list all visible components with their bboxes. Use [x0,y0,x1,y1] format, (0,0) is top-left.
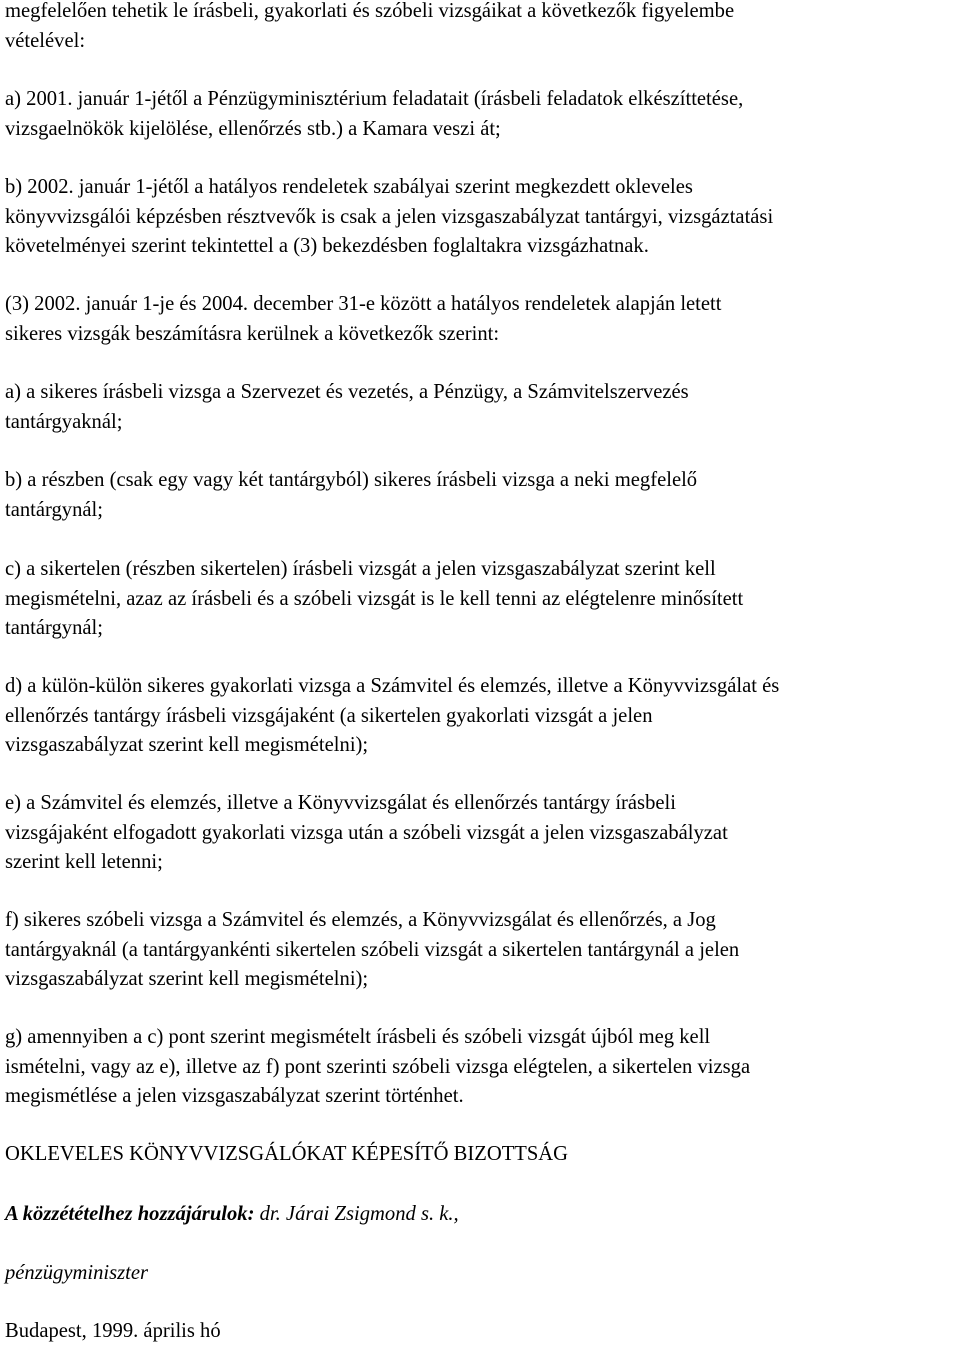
committee-heading: OKLEVELES KÖNYVVIZSGÁLÓKAT KÉPESÍTŐ BIZOTTSÁG [5,1143,569,1165]
item-e-line-3: szerint kell letenni; [5,851,163,873]
item-b-2002-line-3: követelményei szerint tekintettel a (3) bekezdésben foglaltakra vizsgázhatnak. [5,235,649,257]
approval-signatory: dr. Járai Zsigmond s. k., [254,1203,459,1225]
paragraph-item-c [5,555,743,644]
paragraph-item-b-2002 [5,173,773,262]
item-e-line-2: vizsgájaként elfogadott gyakorlati vizsga után a szóbeli vizsgát a jelen vizsgaszabályzat [5,821,728,844]
paragraph-item-b [5,466,697,525]
item-f-line-2: tantárgyaknál (a tantárgyankénti sikertelen szóbeli vizsgát a sikertelen tantárgynál a jelen [5,938,740,961]
paragraph-item-f [5,906,739,995]
item-c-line-1: c) a sikertelen (részben sikertelen) írásbeli vizsgát a jelen vizsgaszabályzat szerint kell [5,558,716,580]
item-g-line-1: g) amennyiben a c) pont szerint megismételt írásbeli és szóbeli vizsgát újból meg kell [5,1026,711,1048]
item-a-2001-line-2: vizsgaelnökök kijelölése, ellenőrzés stb.) a Kamara veszi át; [5,117,501,140]
item-f-line-1: f) sikeres szóbeli vizsga a Számvitel és elemzés, a Könyvvizsgálat és ellenőrzés, a Jog [5,909,716,931]
item-b-2002-line-2: könyvvizsgálói képzésben résztvevők is csak a jelen vizsgaszabályzat tantárgyi, vizsgáztatási [5,205,774,228]
document-date: Budapest, 1999. április hó [5,1320,221,1342]
approval-line [5,1200,459,1230]
item-d-line-1: d) a külön-külön sikeres gyakorlati vizsga a Számvitel és elemzés, illetve a Könyvvizsgálat és [5,675,780,697]
item-b-line-2: tantárgynál; [5,498,103,521]
paragraph-intro [5,0,734,56]
item-a-line-2: tantárgyaknál; [5,410,123,433]
item-d-line-2: ellenőrzés tantárgy írásbeli vizsgájaként (a sikertelen gyakorlati vizsgát a jelen [5,704,653,727]
paragraph-item-a [5,378,689,437]
intro-line-1: megfelelően tehetik le írásbeli, gyakorlati és szóbeli vizsgáikat a következők figyelembe [5,0,735,22]
item-d-line-3: vizsgaszabályzat szerint kell megismételni); [5,734,369,756]
item-g-line-3: megismétlése a jelen vizsgaszabályzat szerint történhet. [5,1085,464,1107]
item-e-line-1: e) a Számvitel és elemzés, illetve a Könyvvizsgálat és ellenőrzés tantárgy írásbeli [5,792,676,814]
paragraph-section-3 [5,290,722,349]
signatory-role: pénzügyminiszter [5,1262,148,1284]
item-a-line-1: a) a sikeres írásbeli vizsga a Szervezet és vezetés, a Pénzügy, a Számvitelszervezés [5,381,689,403]
paragraph-item-d [5,672,779,761]
section-3-line-2: sikeres vizsgák beszámításra kerülnek a következők szerint: [5,322,500,345]
approval-label: A közzétételhez hozzájárulok: [5,1203,255,1225]
item-b-line-1: b) a részben (csak egy vagy két tantárgyból) sikeres írásbeli vizsga a neki megfelelő [5,469,698,491]
item-b-2002-line-1: b) 2002. január 1-jétől a hatályos rendeletek szabályai szerint megkezdett okleveles [5,176,693,198]
item-c-line-2: megismételni, azaz az írásbeli és a szóbeli vizsgát is le kell tenni az elégtelenre minősített [5,587,744,610]
paragraph-item-a-2001 [5,85,743,144]
paragraph-item-e [5,789,728,878]
section-3-line-1: (3) 2002. január 1-je és 2004. december 31-e között a hatályos rendeletek alapján letett [5,293,722,315]
item-c-line-3: tantárgynál; [5,617,103,639]
item-g-line-2: ismételni, vagy az e), illetve az f) pont szerinti szóbeli vizsga elégtelen, a sikertelen vizsga [5,1055,751,1078]
item-f-line-3: vizsgaszabályzat szerint kell megismételni); [5,968,369,990]
intro-line-2: vételével: [5,29,86,52]
paragraph-item-g [5,1023,750,1112]
item-a-2001-line-1: a) 2001. január 1-jétől a Pénzügyminisztérium feladatait (írásbeli feladatok elkészíttetése, [5,88,744,110]
